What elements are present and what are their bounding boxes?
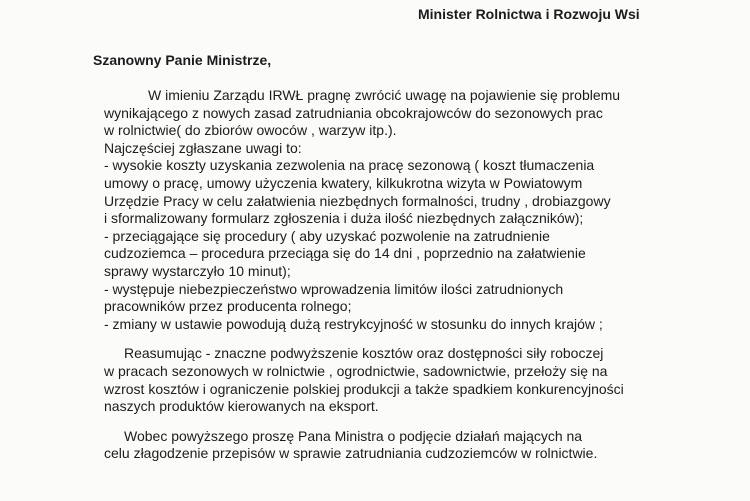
issue-line: - wysokie koszty uzyskania zezwolenia na pracę sezonową ( koszt tłumaczenia <box>104 157 595 174</box>
paragraph-gap <box>104 416 744 428</box>
paragraph-line: Reasumując - znaczne podwyższenie kosztów oraz dostępności siły roboczej <box>124 345 604 362</box>
issues-intro: Najczęściej zgłaszane uwagi to: <box>104 139 302 156</box>
paragraph-line: w rolnictwie( do zbiorów owoców , warzyw itp.). <box>104 122 397 139</box>
paragraph-intro <box>104 87 744 140</box>
paragraph-line: wynikającego z nowych zasad zatrudniania obcokrajowców do sezonowych prac <box>104 104 603 121</box>
issue-line: i sformalizowany formularz zgłoszenia i duża ilość niezbędnych załączników); <box>104 210 584 227</box>
issue-line: Urzędzie Pracy w celu załatwienia niezbędnych formalności, trudny , drobiazgowy <box>104 192 611 209</box>
issue-item <box>104 228 744 281</box>
paragraph-gap <box>104 333 744 345</box>
issue-line: sprawy wystarczyło 10 minut); <box>104 262 291 279</box>
issue-line: cudzoziemca – procedura przeciąga się do 14 dni , poprzednio na załatwienie <box>104 245 586 262</box>
issues-list <box>104 157 744 333</box>
paragraph-line: naszych produktów kierowanych na eksport. <box>104 398 379 415</box>
recipient-block <box>418 6 640 24</box>
paragraph-request <box>104 428 744 463</box>
paragraph-line: W imieniu Zarządu IRWŁ pragnę zwrócić uwagę na pojawienie się problemu <box>148 87 621 103</box>
paragraph-summary <box>104 345 744 415</box>
issue-item <box>104 281 744 316</box>
issue-line: umowy o pracę, umowy użyczenia kwatery, kilkukrotna wizyta w Powiatowym <box>104 174 583 191</box>
issue-item <box>104 157 744 227</box>
issue-line: - zmiany w ustawie powodują dużą restrykcyjność w stosunku do innych krajów ; <box>104 315 603 332</box>
paragraph-line: wzrost kosztów i ograniczenie polskiej produkcji a także spadkiem konkurencyjności <box>104 380 624 397</box>
letter-body <box>104 87 744 463</box>
paragraph-line: w pracach sezonowych w rolnictwie , ogrodnictwie, sadownictwie, przełoży się na <box>104 362 608 379</box>
issue-line: - występuje niebezpieczeństwo wprowadzenia limitów ilości zatrudnionych <box>104 280 564 297</box>
issue-line: pracowników przez producenta rolnego; <box>104 298 352 315</box>
salutation: Szanowny Panie Ministrze, <box>93 52 272 68</box>
paragraph-line: Wobec powyższego proszę Pana Ministra o podjęcie działań mających na <box>124 427 583 444</box>
recipient-title: Minister Rolnictwa i Rozwoju Wsi <box>418 6 640 22</box>
issue-line: - przeciągające się procedury ( aby uzyskać pozwolenie na zatrudnienie <box>104 227 550 244</box>
issue-item <box>104 316 744 334</box>
paragraph-line: celu złagodzenie przepisów w sprawie zatrudniania cudzoziemców w rolnictwie. <box>104 445 598 462</box>
